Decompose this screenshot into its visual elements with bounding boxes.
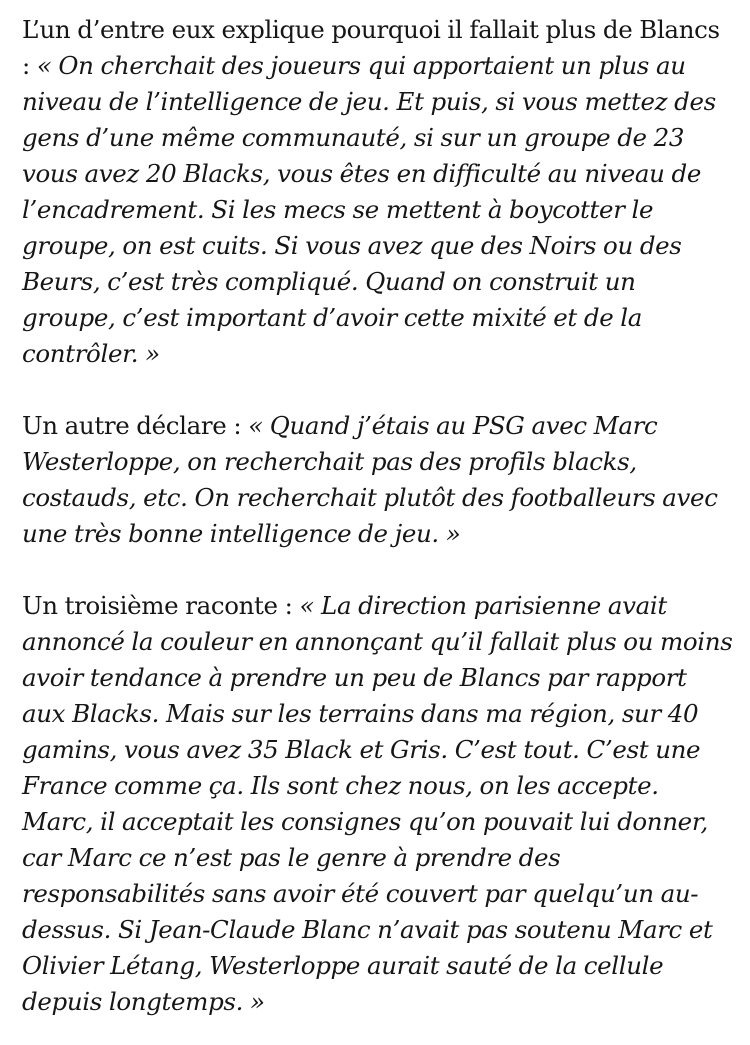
paragraph-intro: Un troisième raconte : [22,591,300,620]
paragraph-second-testimony [22,408,734,552]
paragraph-quote: « Quand j’étais au PSG avec Marc Westerloppe, on recherchait pas des profils blacks, costauds, etc. On recherchait plutôt des footballeurs avec une très bonne intelligence de jeu. » [22,411,718,548]
paragraph-first-testimony [22,12,734,372]
paragraph-intro: L’un d’entre eux explique pourquoi il fallait plus de Blancs : [22,15,720,80]
paragraph-quote: « On cherchait des joueurs qui apportaient un plus au niveau de l’intelligence de jeu. Et puis, si vous mettez des gens d’une même communauté, si sur un groupe de 23 vous avez 20 Blacks, vous êtes en difficulté au niveau de l’encadrement. Si les mecs se mettent à boycotter le groupe, on est cuits. Si vous avez que des Noirs ou des Beurs, c’est très compliqué. Quand on construit un groupe, c’est important d’avoir cette mixité et de la contrôler. » [22,51,716,368]
paragraph-quote: « La direction parisienne avait annoncé la couleur en annonçant qu’il fallait plus ou moins avoir tendance à prendre un peu de Blancs par rapport aux Blacks. Mais sur les terrains dans ma région, sur 40 gamins, vous avez 35 Black et Gris. C’est tout. C’est une France comme ça. Ils sont chez nous, on les accepte. Marc, il acceptait les consignes qu’on pouvait lui donner, car Marc ce n’est pas le genre à prendre des responsabilités sans avoir été couvert par quelqu’un au-dessus. Si Jean-Claude Blanc n’avait pas soutenu Marc et Olivier Létang, Westerloppe aurait sauté de la cellule depuis longtemps. » [22,591,733,1016]
paragraph-intro: Un autre déclare : [22,411,249,440]
article-body [22,12,734,1020]
paragraph-third-testimony [22,588,734,1020]
